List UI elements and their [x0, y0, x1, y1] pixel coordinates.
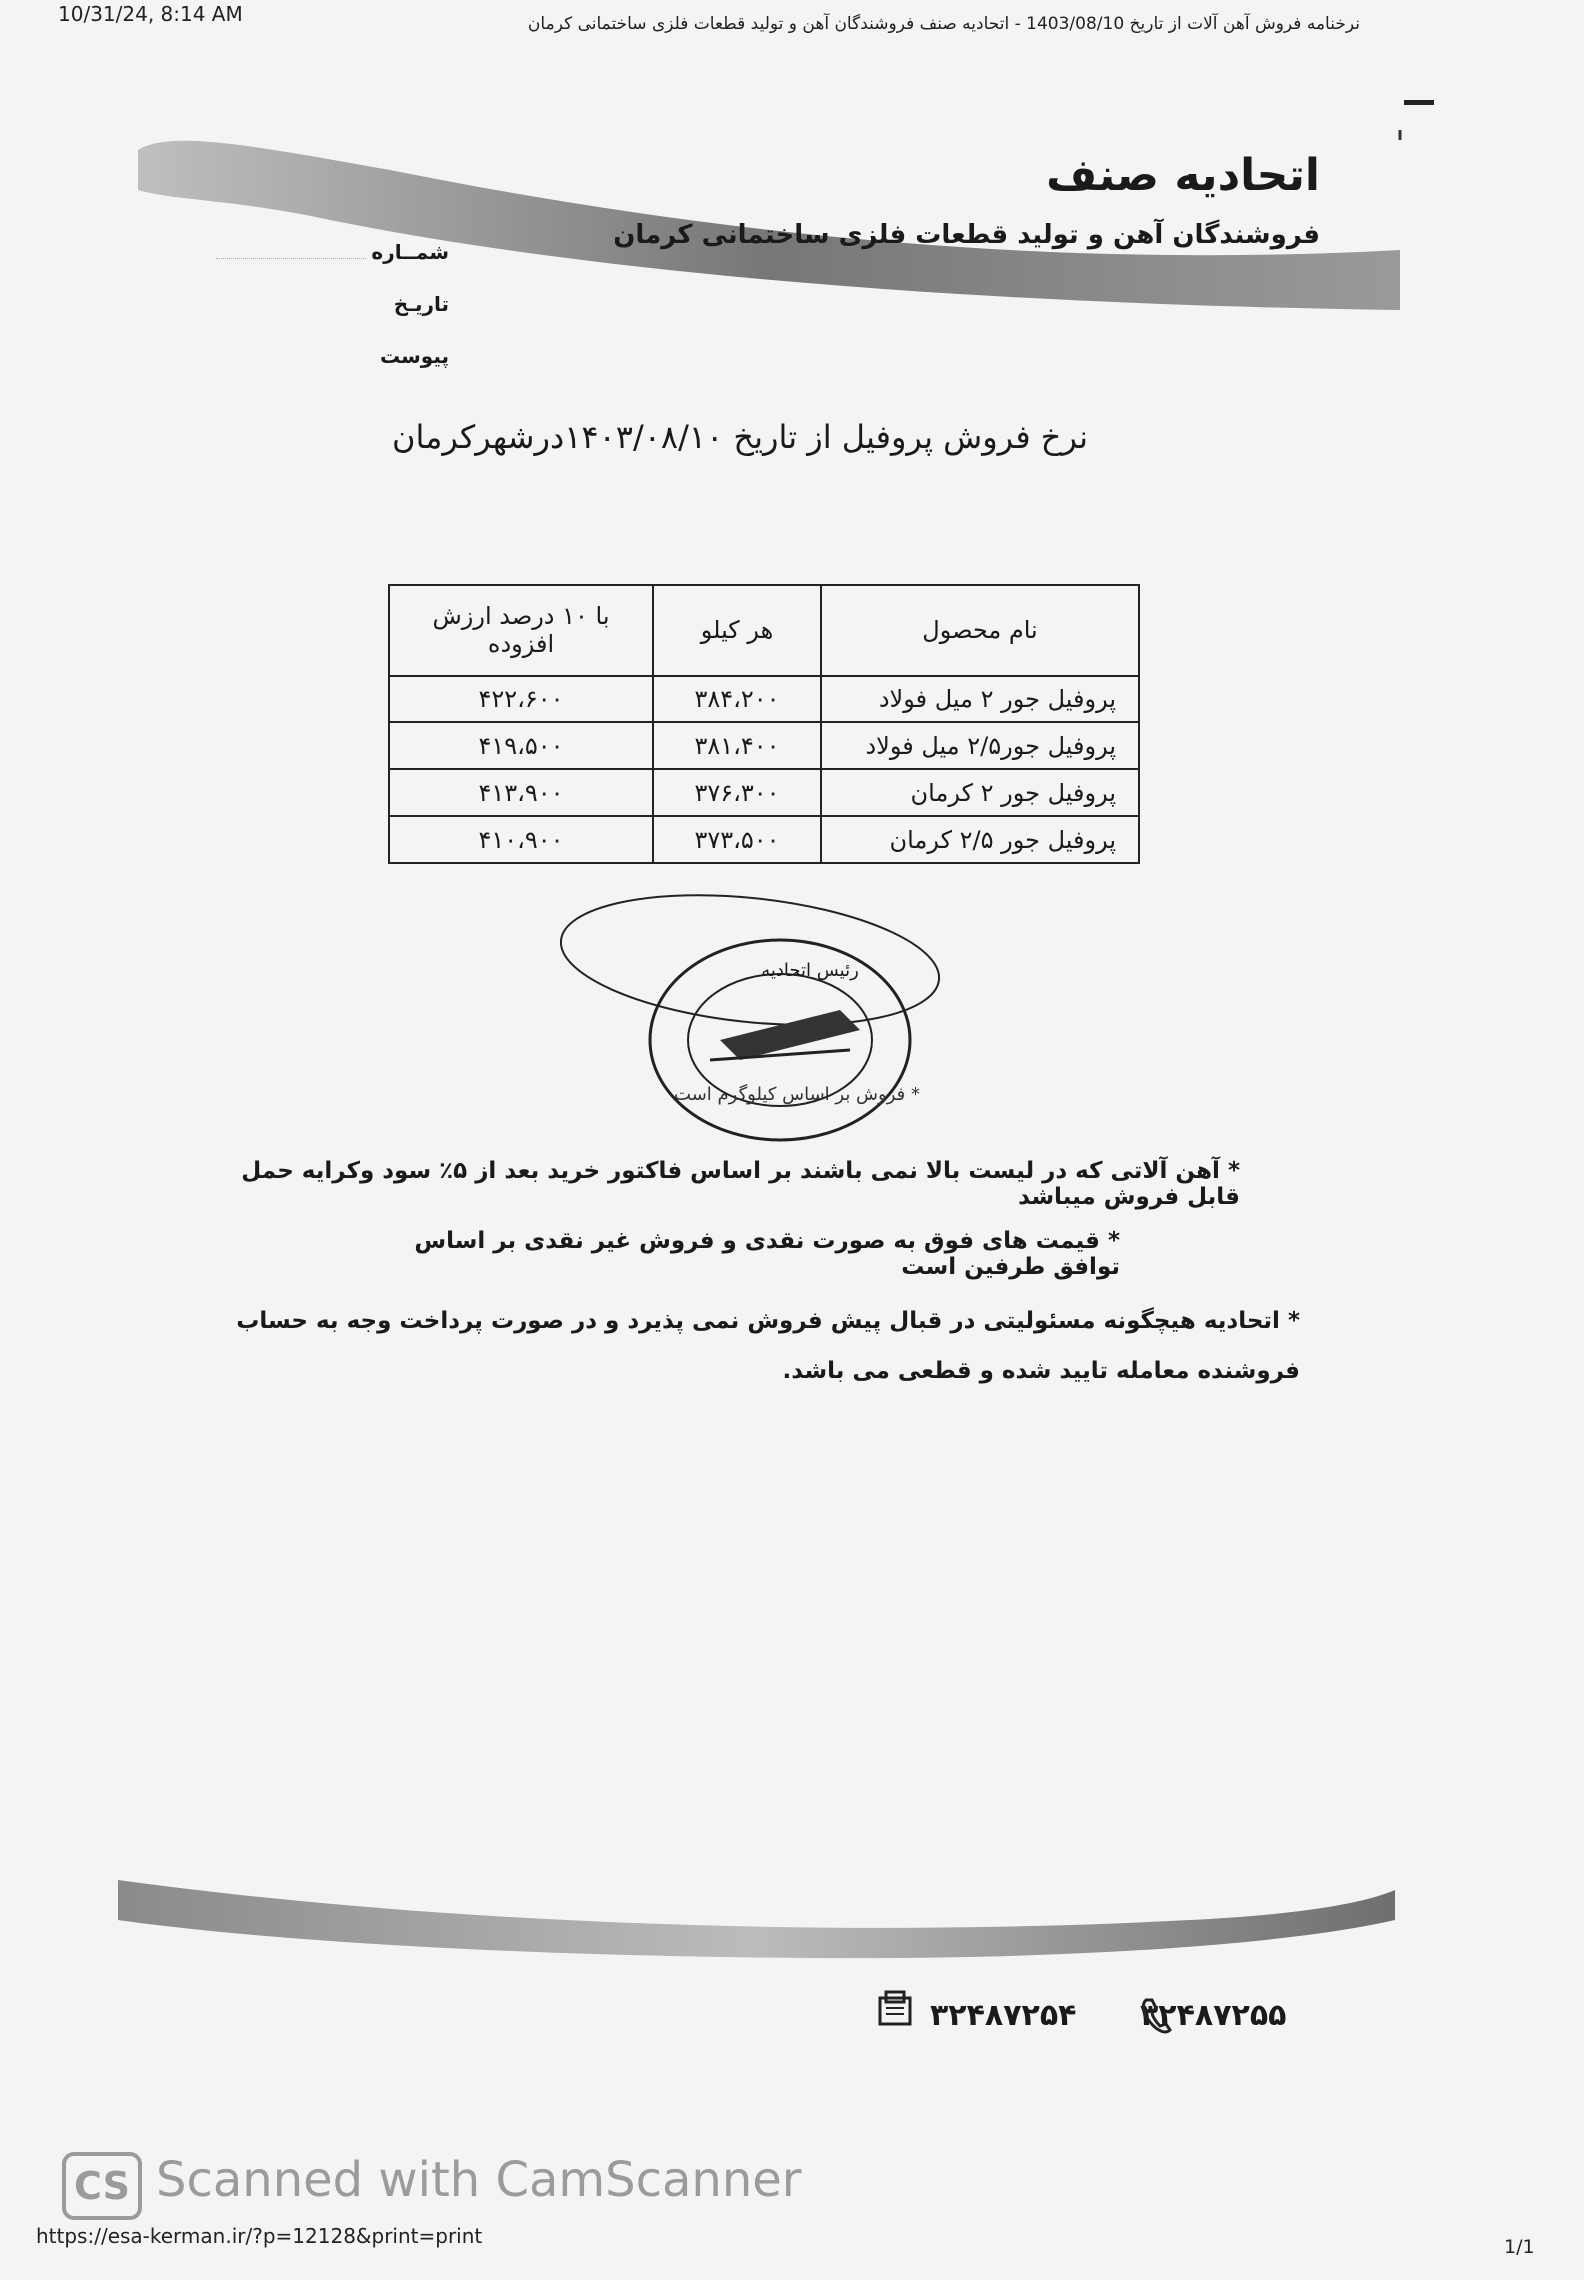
note-text: آهن آلاتی که در لیست بالا نمی باشند بر اساس فاکتور خرید بعد از ۵٪ سود وکرایه حمل قابل فروش میباشد	[241, 1158, 1240, 1210]
table-row	[389, 769, 1139, 816]
header-product-name: نام محصول	[821, 585, 1139, 676]
print-page-number: 1/1	[1504, 2236, 1535, 2258]
table-row	[389, 816, 1139, 863]
price-per-kilo: ۳۷۳،۵۰۰	[653, 816, 821, 863]
price-with-vat: ۴۱۳،۹۰۰	[389, 769, 653, 816]
attachment-label: پیوست	[379, 344, 449, 368]
note-bullet: *	[1279, 1308, 1300, 1334]
note-text: فروش بر اساس کیلوگرم است	[674, 1084, 906, 1105]
note-sales-by-kilo	[660, 1084, 920, 1105]
table-header-row	[389, 585, 1139, 676]
number-label: شمــاره	[371, 240, 449, 264]
print-url: https://esa-kerman.ir/?p=12128&print=print	[36, 2224, 483, 2248]
product-name: پروفیل جور ۲ کرمان	[821, 769, 1139, 816]
phone-icon	[1140, 1996, 1174, 2036]
price-per-kilo: ۳۸۱،۴۰۰	[653, 722, 821, 769]
camscanner-watermark: Scanned with CamScanner	[156, 2152, 802, 2208]
org-name: اتحادیه صنف	[1046, 150, 1320, 201]
header-price-with-vat: با ۱۰ درصد ارزش افزوده	[389, 585, 653, 676]
corner-mark	[1404, 100, 1434, 105]
note-bullet: *	[1219, 1158, 1240, 1184]
note-text: قیمت های فوق به صورت نقدی و فروش غیر نقدی بر اساس توافق طرفین است	[414, 1228, 1120, 1280]
fax-icon	[876, 1990, 916, 2030]
date-label: تاریـخ	[393, 292, 449, 316]
signer-title: رئیس اتحادیه	[761, 960, 859, 981]
fax-number: ۳۲۴۸۷۲۵۴	[930, 1998, 1077, 2033]
price-with-vat: ۴۱۹،۵۰۰	[389, 722, 653, 769]
price-per-kilo: ۳۷۶،۳۰۰	[653, 769, 821, 816]
product-name: پروفیل جور۲/۵ میل فولاد	[821, 722, 1139, 769]
note-bullet: *	[905, 1084, 920, 1105]
number-dotted-line	[216, 258, 366, 259]
product-name: پروفیل جور ۲/۵ کرمان	[821, 816, 1139, 863]
price-per-kilo: ۳۸۴،۲۰۰	[653, 676, 821, 723]
org-subtitle: فروشندگان آهن و تولید قطعات فلزی ساختمانی کرمان	[613, 220, 1320, 250]
union-stamp	[560, 890, 1000, 1190]
header-price-per-kilo: هر کیلو	[653, 585, 821, 676]
phone-number: ۳۲۴۸۷۲۵۵	[1140, 1998, 1287, 2033]
camscanner-logo: CS	[62, 2152, 142, 2220]
note-text: اتحادیه هیچگونه مسئولیتی در قبال پیش فروش نمی پذیرد و در صورت پرداخت وجه به حساب فروشنده معامله تایید شده و قطعی می باشد.	[236, 1308, 1300, 1384]
print-page-title: نرخنامه فروش آهن آلات از تاریخ 1403/08/10 - اتحادیه صنف فروشندگان آهن و تولید قطعات فلزی ساختمانی کرمان	[527, 14, 1360, 34]
note-presale-liability	[220, 1296, 1300, 1396]
price-with-vat: ۴۲۲،۶۰۰	[389, 676, 653, 723]
price-table	[388, 584, 1140, 864]
table-row	[389, 722, 1139, 769]
note-bullet: *	[1099, 1228, 1120, 1254]
print-datetime: 10/31/24, 8:14 AM	[58, 2, 243, 26]
document-title: نرخ فروش پروفیل از تاریخ ۱۴۰۳/۰۸/۱۰درشهرکرمان	[391, 418, 1089, 456]
price-with-vat: ۴۱۰،۹۰۰	[389, 816, 653, 863]
product-name: پروفیل جور ۲ میل فولاد	[821, 676, 1139, 723]
note-unlisted-items	[220, 1158, 1240, 1210]
table-row	[389, 676, 1139, 723]
letterhead-swoosh-bottom	[110, 1860, 1410, 1990]
note-cash-prices	[380, 1228, 1120, 1280]
